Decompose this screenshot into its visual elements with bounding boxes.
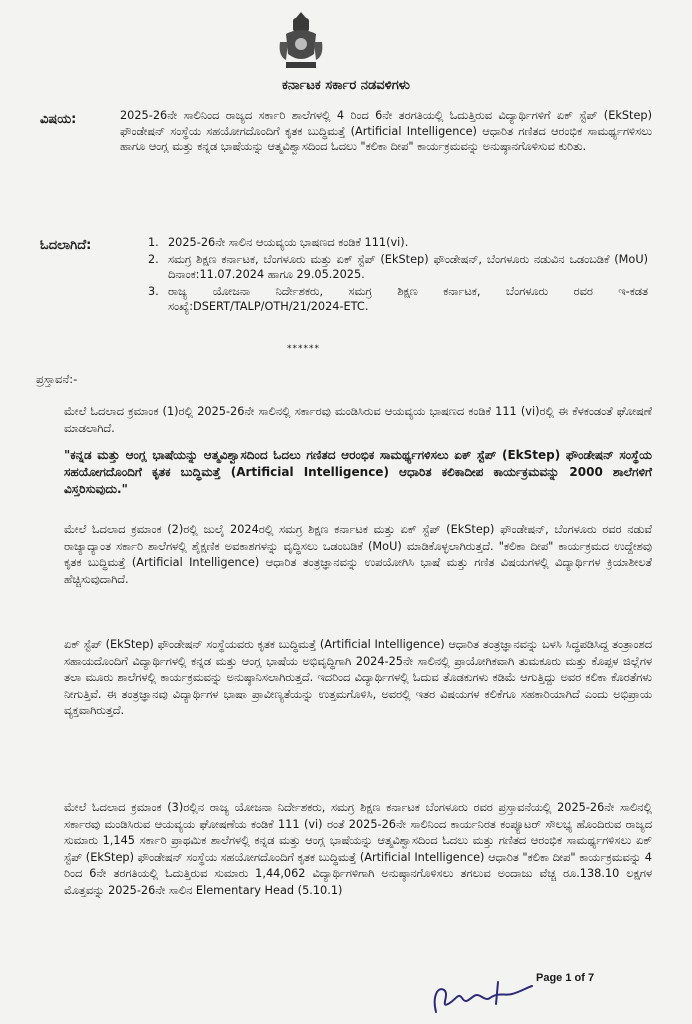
reference-item [148,252,648,283]
reference-number: 1. [148,236,159,249]
reference-number: 3. [148,284,159,298]
state-emblem-icon [276,12,326,72]
reference-item [148,235,648,251]
subject-text: 2025-26ನೇ ಸಾಲಿನಿಂದ ರಾಜ್ಯದ ಸರ್ಕಾರಿ ಶಾಲೆಗಳಲ್ಲಿ 4 ರಿಂದ 6ನೇ ತರಗತಿಯಲ್ಲಿ ಓದುತ್ತಿರುವ ವಿದ್ಯಾರ್ಥಿಗಳಿಗೆ ಏಕ್ ಸ್ಟೆಪ್ (EkStep) ಫೌಂಡೇಷನ್ ಸಂಸ್ಥೆಯ ಸಹಯೋಗದೊಂದಿಗೆ ಕೃತಕ ಬುದ್ಧಿಮತ್ತೆ (Artificial Intelligence) ಆಧಾರಿತ ಗಣಿತದ ಆರಂಭಿಕ ಸಾಮರ್ಥ್ಯಗಳಿಸಲು ಹಾಗೂ ಆಂಗ್ಲ ಮತ್ತು ಕನ್ನಡ ಭಾಷೆಯನ್ನು ಆತ್ಮವಿಶ್ವಾಸದಿಂದ ಓದಲು "ಕಲಿಕಾ ದೀಪ" ಕಾರ್ಯಕ್ರಮವನ್ನು ಅನುಷ್ಠಾನಗೊಳಿಸುವ ಕುರಿತು. [120,109,652,153]
reference-text: ರಾಜ್ಯ ಯೋಜನಾ ನಿರ್ದೇಶಕರು, ಸಮಗ್ರ ಶಿಕ್ಷಣ ಕರ್ನಾಟಕ, ಬೆಂಗಳೂರು ರವರ ಇ-ಕಡತ ಸಂಖ್ಯೆ:DSERT/TALP/OTH/21/2024-ETC. [168,284,648,313]
page-number: Page 1 of 7 [536,972,595,984]
references-list [148,235,648,316]
section-separator: ****** [287,344,320,354]
signature-icon [428,978,536,1018]
reference-text: 2025-26ನೇ ಸಾಲಿನ ಆಯವ್ಯಯ ಭಾಷಣದ ಕಂಡಿಕೆ 111(vi). [168,236,409,249]
reference-number: 2. [148,252,159,266]
preamble-paragraph-3: ಏಕ್ ಸ್ಟೆಪ್ (EkStep) ಫೌಂಡೇಷನ್ ಸಂಸ್ಥೆಯವರು ಕೃತಕ ಬುದ್ಧಿಮತ್ತೆ (Artificial Intelligence) ಆಧಾರಿತ ತಂತ್ರಜ್ಞಾನವನ್ನು ಬಳಸಿ ಸಿದ್ಧಪಡಿಸಿದ್ದ ತಂತ್ರಾಂಶದ ಸಹಾಯದೊಂದಿಗೆ ವಿದ್ಯಾರ್ಥಿಗಳಲ್ಲಿ ಕನ್ನಡ ಮತ್ತು ಆಂಗ್ಲ ಭಾಷೆಯ ಅಭಿವೃದ್ಧಿಗಾಗಿ 2024-25ನೇ ಸಾಲಿನಲ್ಲಿ ಪ್ರಾಯೋಗಿಕವಾಗಿ ತುಮಕೂರು ಮತ್ತು ಕೊಪ್ಪಳ ಜಿಲ್ಲೆಗಳ ತಲಾ ಮೂರು ಶಾಲೆಗಳಲ್ಲಿ ಕಾರ್ಯಕ್ರಮವನ್ನು ಅನುಷ್ಠಾನಿಸಲಾಗಿರುತ್ತದೆ. ಇದರಿಂದ ವಿದ್ಯಾರ್ಥಿಗಳಲ್ಲಿ ಓದುವ ತೊಡಕುಗಳು ಕಡಿಮೆ ಆಗುತ್ತಿದ್ದು ಅವರ ಕಲಿಕಾ ಕೊರತೆಗಳು ನೀಗುತ್ತಿವೆ. ಈ ತಂತ್ರಜ್ಞಾನವು ವಿದ್ಯಾರ್ಥಿಗಳ ಭಾಷಾ ಪ್ರಾವೀಣ್ಯತೆಯನ್ನು ಉತ್ತಮಗೊಳಿಸಿ, ಅವರಲ್ಲಿ ಇತರ ವಿಷಯಗಳ ಕಲಿಕೆಗೂ ಸಹಕಾರಿಯಾಗಿದೆ ಎಂದು ಅಭಿಪ್ರಾಯ ವ್ಯಕ್ತವಾಗಿರುತ್ತದೆ. [64,638,652,717]
budget-quote: "ಕನ್ನಡ ಮತ್ತು ಆಂಗ್ಲ ಭಾಷೆಯನ್ನು ಆತ್ಮವಿಶ್ವಾಸದಿಂದ ಓದಲು ಗಣಿತದ ಆರಂಭಿಕ ಸಾಮರ್ಥ್ಯಗಳಿಸಲು ಏಕ್ ಸ್ಟೆಪ್ (EkStep) ಫೌಂಡೇಷನ್ ಸಂಸ್ಥೆಯ ಸಹಯೋಗದೊಂದಿಗೆ ಕೃತಕ ಬುದ್ಧಿಮತ್ತೆ (Artificial Intelligence) ಆಧಾರಿತ ಕಲಿಕಾದೀಪ ಕಾರ್ಯಕ್ರಮವನ್ನು 2000 ಶಾಲೆಗಳಿಗೆ ವಿಸ್ತರಿಸುವುದು." [64,448,652,496]
reference-text: ಸಮಗ್ರ ಶಿಕ್ಷಣ ಕರ್ನಾಟಕ, ಬೆಂಗಳೂರು ಮತ್ತು ಏಕ್ ಸ್ಟೆಪ್ (EkStep) ಫೌಂಡೇಷನ್, ಬೆಂಗಳೂರು ನಡುವಿನ ಒಡಂಬಡಿಕೆ (MoU) ದಿನಾಂಕ:11.07.2024 ಹಾಗೂ 29.05.2025. [168,252,648,281]
references-label: ಓದಲಾಗಿದೆ: [40,238,92,253]
preamble-paragraph-2: ಮೇಲೆ ಓದಲಾದ ಕ್ರಮಾಂಕ (2)ರಲ್ಲಿ ಜುಲೈ 2024ರಲ್ಲಿ ಸಮಗ್ರ ಶಿಕ್ಷಣ ಕರ್ನಾಟಕ ಮತ್ತು ಏಕ್ ಸ್ಟೆಪ್ (EkStep) ಫೌಂಡೇಷನ್, ಬೆಂಗಳೂರು ರವರ ನಡುವೆ ರಾಜ್ಯಾದ್ಯಾಂತ ಸರ್ಕಾರಿ ಶಾಲೆಗಳಲ್ಲಿ ಶೈಕ್ಷಣಿಕ ಅವಕಾಶಗಳನ್ನು ವೃದ್ಧಿಸಲು ಒಡಂಬಡಿಕೆ (MoU) ಮಾಡಿಕೊಳ್ಳಲಾಗಿರುತ್ತದೆ. "ಕಲಿಕಾ ದೀಪ" ಕಾರ್ಯಕ್ರಮದ ಉದ್ದೇಶವು ಕೃತಕ ಬುದ್ಧಿಮತ್ತೆ (Artificial Intelligence) ಆಧಾರಿತ ತಂತ್ರಜ್ಞಾನವನ್ನು ಉಪಯೋಗಿಸಿ ಭಾಷೆ ಮತ್ತು ಗಣಿತ ವಿಷಯಗಳಲ್ಲಿ ವಿದ್ಯಾರ್ಥಿಗಳ ಕ್ರಿಯಾಶೀಲತೆ ಹೆಚ್ಚಿಸುವುದಾಗಿದೆ. [64,523,652,586]
subject-label: ವಿಷಯ: [40,112,77,127]
preamble-paragraph-1: ಮೇಲೆ ಓದಲಾದ ಕ್ರಮಾಂಕ (1)ರಲ್ಲಿ 2025-26ನೇ ಸಾಲಿನಲ್ಲಿ ಸರ್ಕಾರವು ಮಂಡಿಸಿರುವ ಆಯವ್ಯಯ ಭಾಷಣದ ಕಂಡಿಕೆ 111 (vi)ರಲ್ಲಿ ಈ ಕೆಳಕಂಡಂತೆ ಘೋಷಣೆ ಮಾಡಲಾಗಿದೆ. [64,405,652,435]
government-title: ಕರ್ನಾಟಕ ಸರ್ಕಾರ ನಡವಳಿಗಳು [282,78,410,93]
preamble-label: ಪ್ರಸ್ತಾವನೆ:- [36,372,78,386]
reference-item [148,284,648,315]
preamble-paragraph-4: ಮೇಲೆ ಓದಲಾದ ಕ್ರಮಾಂಕ (3)ರಲ್ಲಿನ ರಾಜ್ಯ ಯೋಜನಾ ನಿರ್ದೇಶಕರು, ಸಮಗ್ರ ಶಿಕ್ಷಣ ಕರ್ನಾಟಕ ಬೆಂಗಳೂರು ರವರ ಪ್ರಸ್ತಾವನೆಯಲ್ಲಿ 2025-26ನೇ ಸಾಲಿನಲ್ಲಿ ಸರ್ಕಾರವು ಮಂಡಿಸಿರುವ ಆಯವ್ಯಯ ಘೋಷಣೆಯ ಕಂಡಿಕೆ 111 (vi) ರಂತೆ 2025-26ನೇ ಸಾಲಿನಿಂದ ಕಾರ್ಯನಿರತ ಕಂಪ್ಯೂಟರ್ ಸೌಲಭ್ಯ ಹೊಂದಿರುವ ರಾಜ್ಯದ ಸುಮಾರು 1,145 ಸರ್ಕಾರಿ ಪ್ರಾಥಮಿಕ ಶಾಲೆಗಳಲ್ಲಿ ಕನ್ನಡ ಮತ್ತು ಆಂಗ್ಲ ಭಾಷೆಯನ್ನು ಆತ್ಮವಿಶ್ವಾಸದಿಂದ ಓದಲು ಮತ್ತು ಗಣಿತದ ಆರಂಭಿಕ ಸಾಮರ್ಥ್ಯಗಳಿಸಲು ಏಕ್ ಸ್ಟೆಪ್ (EkStep) ಫೌಂಡೇಷನ್ ಸಂಸ್ಥೆಯ ಸಹಯೋಗದೊಂದಿಗೆ ಕೃತಕ ಬುದ್ಧಿಮತ್ತೆ (Artificial Intelligence) ಆಧಾರಿತ "ಕಲಿಕಾ ದೀಪ" ಕಾರ್ಯಕ್ರಮವನ್ನು 4 ರಿಂದ 6ನೇ ತರಗತಿಯಲ್ಲಿ ಓದುತ್ತಿರುವ ಸುಮಾರು 1,44,062 ವಿದ್ಯಾರ್ಥಿಗಳಿಗಾಗಿ ಅನುಷ್ಠಾನಗೊಳಿಸಲು ತಗಲುವ ಅಂದಾಜು ವೆಚ್ಚ ರೂ.138.10 ಲಕ್ಷಗಳ ಮೊತ್ತವನ್ನು 2025-26ನೇ ಸಾಲಿನ Elementary Head (5.10.1) [64,801,652,897]
